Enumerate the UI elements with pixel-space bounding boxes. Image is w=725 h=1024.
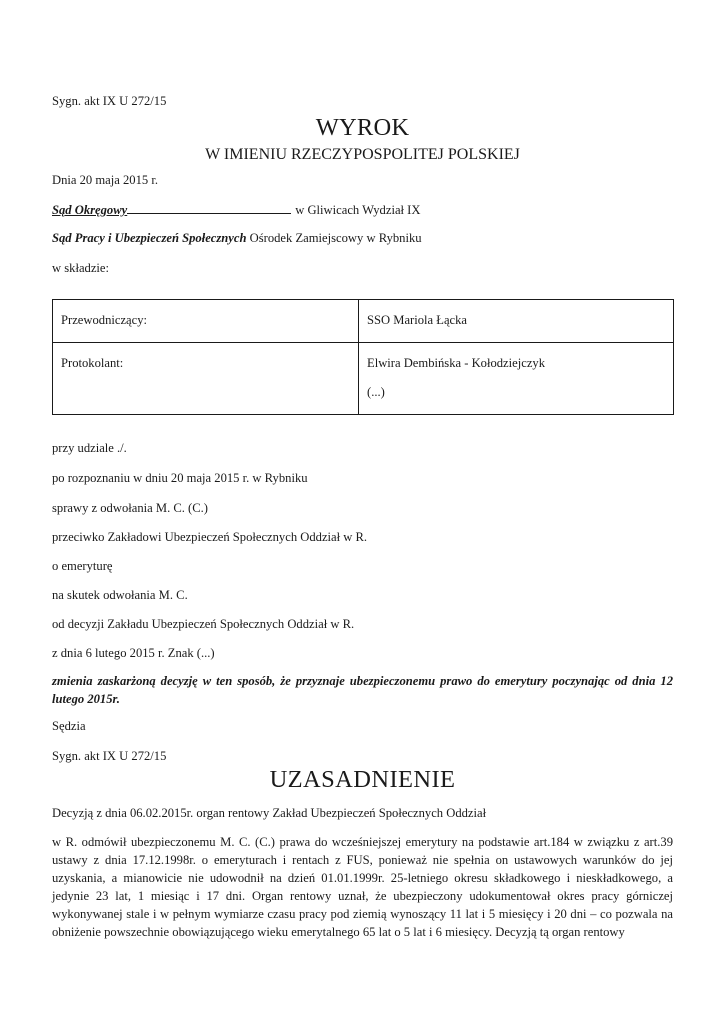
panel-role-cell: Przewodniczący: [53, 300, 359, 343]
judge-label: Sędzia [52, 719, 86, 733]
justification-intro: Decyzją z dnia 06.02.2015r. organ rentowy Zakład Ubezpieczeń Społecznych Oddział [52, 806, 487, 820]
judgment-date: Dnia 20 maja 2015 r. [52, 173, 158, 187]
judgment-title: WYROK [315, 114, 410, 141]
court-panel-table [52, 299, 674, 415]
proceeding-line: przy udziale ./. [52, 441, 127, 455]
justification-title: UZASADNIENIE [269, 766, 456, 793]
judgment-subtitle: W IMIENIU RZECZYPOSPOLITEJ POLSKIEJ [205, 146, 520, 163]
proceeding-line: po rozpoznaniu w dniu 20 maja 2015 r. w Rybniku [52, 471, 308, 485]
ruling-text: zmienia zaskarżoną decyzję w ten sposób, że przyznaje ubezpieczonemu prawo do emerytury poczynając od dnia 12 lutego 2015r. [52, 674, 673, 706]
labour-court-name: Sąd Pracy i Ubezpieczeń Społecznych [52, 231, 247, 245]
court-city-division: w Gliwicach Wydział IX [295, 203, 421, 217]
panel-value-cell [359, 343, 674, 415]
proceeding-line: na skutek odwołania M. C. [52, 588, 188, 602]
labour-court-line [52, 231, 422, 246]
panel-role-cell: Protokolant: [53, 343, 359, 415]
case-signature-bottom: Sygn. akt IX U 272/15 [52, 749, 167, 763]
panel-value-cell: SSO Mariola Łącka [359, 300, 674, 343]
case-signature-top: Sygn. akt IX U 272/15 [52, 94, 167, 108]
court-branch: Ośrodek Zamiejscowy w Rybniku [249, 231, 422, 245]
justification-body: w R. odmówił ubezpieczonemu M. C. (C.) prawa do wcześniejszej emerytury na podstawie art.184 w związku z art.39 ustawy z dnia 17.12.1998r. o emeryturach i rentach z FUS, ponieważ nie spełnia on ustawowych warunków do jej uzyskania, a mianowicie nie udowodnił na dzień 01.01.1999r. 25-letniego okresu składkowego i nieskładkowego, a jedynie 23 lat, 1 miesiąc i 17 dni. Organ rentowy uznał, że ubezpieczony udokumentował okres pracy górniczej wykonywanej stale i w pełnym wymiarze czasu pracy pod ziemią wynoszący 11 lat i 5 miesięcy i 20 dni – co pozwala na obniżenie powszechnie obowiązującego wieku emerytalnego 65 lat o 5 lat i 6 miesięcy. Decyzją tą organ rentowy [52, 835, 673, 939]
composition-label: w składzie: [52, 261, 110, 275]
panel-row-presiding [53, 300, 674, 343]
proceeding-line: od decyzji Zakładu Ubezpieczeń Społecznych Oddział w R. [52, 617, 355, 631]
panel-row-clerk [53, 343, 674, 415]
court-blank-line [127, 201, 291, 214]
panel-value: Elwira Dembińska - Kołodziejczyk [367, 356, 546, 370]
proceeding-line: z dnia 6 lutego 2015 r. Znak (...) [52, 646, 215, 660]
panel-value-extra: (...) [367, 385, 385, 399]
proceeding-line: przeciwko Zakładowi Ubezpieczeń Społecznych Oddział w R. [52, 530, 368, 544]
court-line [52, 201, 420, 218]
proceeding-line: sprawy z odwołania M. C. (C.) [52, 501, 208, 515]
proceeding-line: o emeryturę [52, 559, 113, 573]
court-name: Sąd Okręgowy [52, 203, 128, 217]
